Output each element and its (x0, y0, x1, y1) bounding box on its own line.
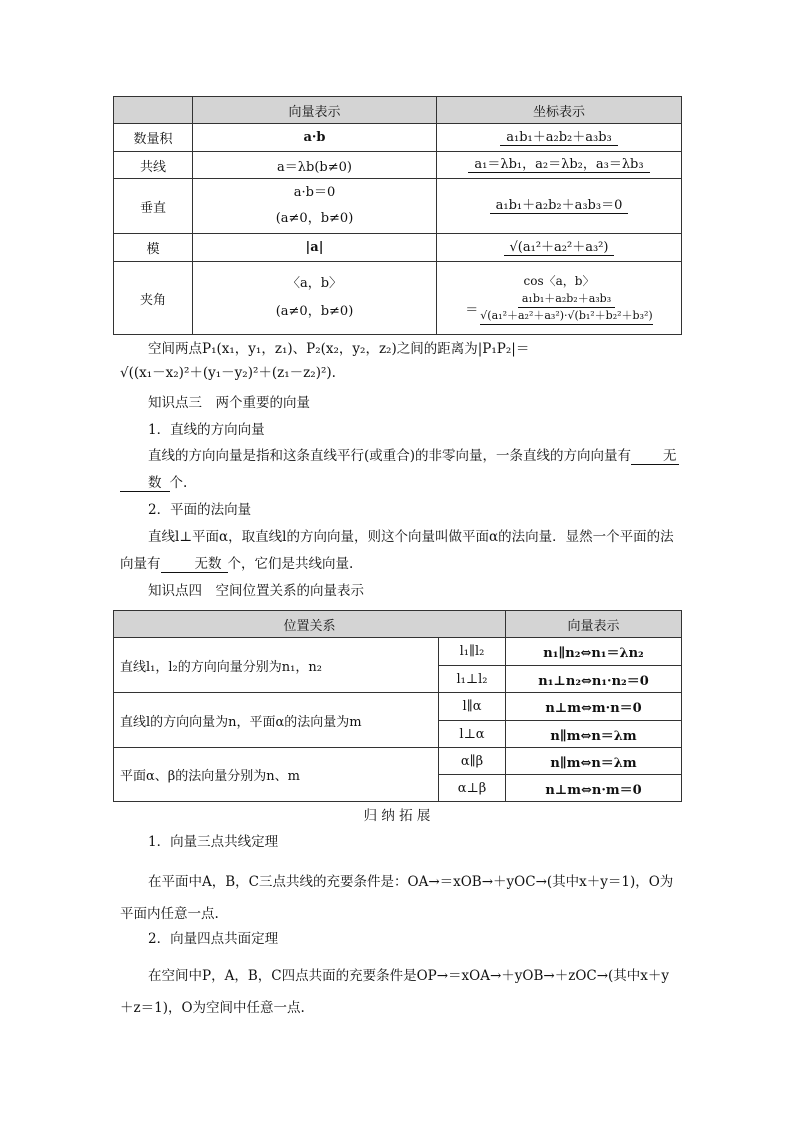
paragraph-text: 个，它们是共线向量. (227, 556, 354, 572)
relation-description: 直线l的方向向量为n，平面α的法向量为m (114, 693, 439, 748)
vector-condition: n₁∥n₂⇔n₁＝λn₂ (506, 638, 682, 666)
section-3-paragraph-1 (120, 443, 680, 497)
table-header-row (114, 97, 682, 124)
relation: l₁∥l₂ (439, 638, 506, 666)
section-3-paragraph-2 (120, 524, 680, 578)
paragraph-text: 个. (169, 475, 188, 491)
row-name: 夹角 (114, 262, 193, 335)
paragraph-text: 直线的方向向量是指和这条直线平行(或重合)的非零向量，一条直线的方向向量有 (148, 448, 632, 464)
table-row (114, 152, 682, 179)
vector-form: a·b＝0 (293, 185, 336, 200)
section-3-sub-2: 2．平面的法向量 (148, 502, 252, 518)
fraction-numerator: a₁b₁＋a₂b₂＋a₃b₃ (518, 291, 615, 308)
row-name: 模 (114, 234, 193, 262)
vector-condition: n∥m⇔n＝λm (506, 748, 682, 775)
equals-sign: ＝ (465, 302, 479, 318)
header-vector: 向量表示 (506, 611, 682, 638)
vector-operations-table (113, 96, 682, 335)
section-4-title: 知识点四 空间位置关系的向量表示 (148, 583, 364, 599)
vector-form: a·b (193, 124, 437, 152)
vector-condition: n∥m⇔n＝λm (506, 721, 682, 748)
table-row (114, 124, 682, 152)
table-row (114, 179, 682, 234)
table-row (114, 262, 682, 335)
row-name: 垂直 (114, 179, 193, 234)
summary-title: 归 纳 拓 展 (363, 808, 431, 824)
table-row (114, 638, 682, 666)
vector-condition: n⊥m⇔m·n＝0 (506, 693, 682, 721)
summary-sub-1: 1．向量三点共线定理 (148, 834, 279, 850)
table-row (114, 234, 682, 262)
vector-condition: (a≠0，b≠0) (275, 304, 354, 319)
relation: l₁⊥l₂ (439, 666, 506, 693)
header-position: 位置关系 (114, 611, 506, 638)
vector-condition: n⊥m⇔n·m＝0 (506, 775, 682, 802)
summary-sub-2: 2．向量四点共面定理 (148, 931, 279, 947)
blank-answer: 无数 (161, 557, 228, 573)
section-3-sub-1: 1．直线的方向向量 (148, 422, 265, 438)
vector-condition: (a≠0，b≠0) (275, 211, 354, 226)
relation: l⊥α (439, 721, 506, 748)
row-name: 共线 (114, 152, 193, 179)
blank-answer: 无 (631, 449, 679, 465)
row-name: 数量积 (114, 124, 193, 152)
summary-paragraph-2: 在空间中P，A，B，C四点共面的充要条件是OP→＝xOA→＋yOB→＋zOC→(其中x＋y＋z＝1)，O为空间中任意一点. (120, 968, 670, 1016)
vector-condition: n₁⊥n₂⇔n₁·n₂＝0 (506, 666, 682, 693)
fraction-denominator: √(a₁²＋a₂²＋a₃²)·√(b₁²＋b₂²＋b₃²) (480, 308, 652, 325)
header-empty (114, 97, 193, 124)
relation-description: 平面α、β的法向量分别为n、m (114, 748, 439, 802)
coordinate-form: a₁b₁＋a₂b₂＋a₃b₃ (500, 130, 618, 146)
section-3-title: 知识点三 两个重要的向量 (148, 395, 310, 411)
relation: α∥β (439, 748, 506, 775)
distance-line-1: 空间两点P₁(x₁，y₁，z₁)、P₂(x₂，y₂，z₂)之间的距离为|P₁P₂|＝ (148, 341, 530, 357)
relation: α⊥β (439, 775, 506, 802)
vector-form: a＝λb(b≠0) (193, 152, 437, 179)
table-row (114, 693, 682, 721)
distance-line-2: √((x₁－x₂)²＋(y₁－y₂)²＋(z₁－z₂)²). (120, 365, 336, 381)
coordinate-form: a₁＝λb₁，a₂＝λb₂，a₃＝λb₃ (468, 157, 649, 173)
cos-label: cos〈a，b〉 (523, 274, 595, 288)
table-row (114, 748, 682, 775)
coordinate-form: √(a₁²＋a₂²＋a₃²) (504, 240, 615, 256)
relation-description: 直线l₁，l₂的方向向量分别为n₁，n₂ (114, 638, 439, 693)
vector-form: 〈a，b〉 (286, 276, 343, 291)
paragraph-text: 直线l⊥平面α，取直线l的方向向量，则这个向量叫做平面α的法向量．显然一个平面的法向量有 (120, 529, 674, 572)
summary-paragraph-1: 在平面中A，B，C三点共线的充要条件是：OA→＝xOB→＋yOC→(其中x＋y＝1)，O为平面内任意一点. (120, 874, 674, 922)
coordinate-form: a₁b₁＋a₂b₂＋a₃b₃＝0 (490, 198, 629, 214)
relation: l∥α (439, 693, 506, 721)
header-coordinate: 坐标表示 (437, 97, 682, 124)
table-header-row (114, 611, 682, 638)
blank-answer: 数 (120, 476, 170, 492)
vector-form: |a| (193, 234, 437, 262)
header-vector: 向量表示 (193, 97, 437, 124)
position-relation-table (113, 610, 682, 802)
